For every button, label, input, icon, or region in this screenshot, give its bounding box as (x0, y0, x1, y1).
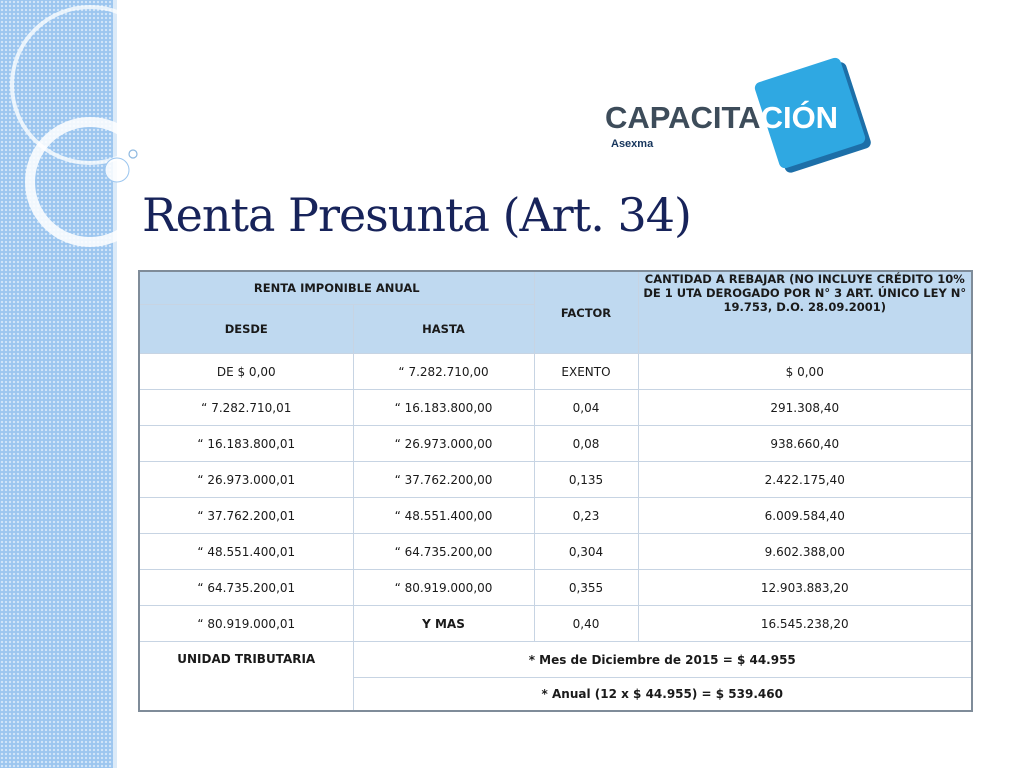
cell-factor: 0,23 (534, 498, 638, 534)
logo-brand: Asexma (611, 138, 654, 150)
cell-factor: EXENTO (534, 354, 638, 390)
header-row-1 (139, 271, 972, 305)
cell-cantidad: 16.545.238,20 (638, 606, 972, 642)
cell-hasta: “ 16.183.800,00 (353, 390, 534, 426)
capacitacion-logo (605, 62, 875, 177)
cell-factor: 0,04 (534, 390, 638, 426)
cell-factor: 0,08 (534, 426, 638, 462)
logo-word-light: CIÓN (760, 100, 839, 135)
cell-desde: “ 26.973.000,01 (139, 462, 353, 498)
table-row (139, 390, 972, 426)
cell-factor: 0,304 (534, 534, 638, 570)
cell-cantidad: 291.308,40 (638, 390, 972, 426)
cell-cantidad: 6.009.584,40 (638, 498, 972, 534)
table-row (139, 426, 972, 462)
cell-hasta: “ 26.973.000,00 (353, 426, 534, 462)
table-row (139, 354, 972, 390)
header-cantidad-a-rebajar: CANTIDAD A REBAJAR (NO INCLUYE CRÉDITO 10% DE 1 UTA DEROGADO POR N° 3 ART. ÚNICO LEY N° 19.753, D.O. 28.09.2001) (638, 271, 972, 354)
cell-hasta: “ 64.735.200,00 (353, 534, 534, 570)
cell-hasta: “ 80.919.000,00 (353, 570, 534, 606)
cell-desde: “ 7.282.710,01 (139, 390, 353, 426)
table-row (139, 570, 972, 606)
ut-annual-value: * Anual (12 x $ 44.955) = $ 539.460 (353, 678, 972, 712)
ut-monthly-value: * Mes de Diciembre de 2015 = $ 44.955 (353, 642, 972, 678)
cell-desde: “ 80.919.000,01 (139, 606, 353, 642)
slide-title: Renta Presunta (Art. 34) (142, 188, 691, 242)
cell-factor: 0,40 (534, 606, 638, 642)
cell-desde: “ 48.551.400,01 (139, 534, 353, 570)
table-row (139, 462, 972, 498)
cell-cantidad: 9.602.388,00 (638, 534, 972, 570)
cell-desde: DE $ 0,00 (139, 354, 353, 390)
unidad-tributaria-label: UNIDAD TRIBUTARIA (139, 642, 353, 712)
unidad-tributaria-row-1 (139, 642, 972, 678)
logo-wordmark (605, 102, 838, 133)
cell-hasta: “ 7.282.710,00 (353, 354, 534, 390)
table-row (139, 498, 972, 534)
cell-desde: “ 64.735.200,01 (139, 570, 353, 606)
table-row (139, 606, 972, 642)
cell-cantidad: 2.422.175,40 (638, 462, 972, 498)
cell-hasta: Y MAS (353, 606, 534, 642)
cell-desde: “ 37.762.200,01 (139, 498, 353, 534)
cell-factor: 0,355 (534, 570, 638, 606)
cell-factor: 0,135 (534, 462, 638, 498)
cell-cantidad: $ 0,00 (638, 354, 972, 390)
logo-word-dark: CAPACITA (605, 100, 761, 135)
renta-presunta-table (138, 270, 973, 712)
cell-hasta: “ 37.762.200,00 (353, 462, 534, 498)
header-factor: FACTOR (534, 271, 638, 354)
cell-cantidad: 938.660,40 (638, 426, 972, 462)
cell-desde: “ 16.183.800,01 (139, 426, 353, 462)
cell-cantidad: 12.903.883,20 (638, 570, 972, 606)
table-row (139, 534, 972, 570)
cell-hasta: “ 48.551.400,00 (353, 498, 534, 534)
header-hasta: HASTA (353, 305, 534, 354)
header-desde: DESDE (139, 305, 353, 354)
header-renta-imponible: RENTA IMPONIBLE ANUAL (139, 271, 534, 305)
